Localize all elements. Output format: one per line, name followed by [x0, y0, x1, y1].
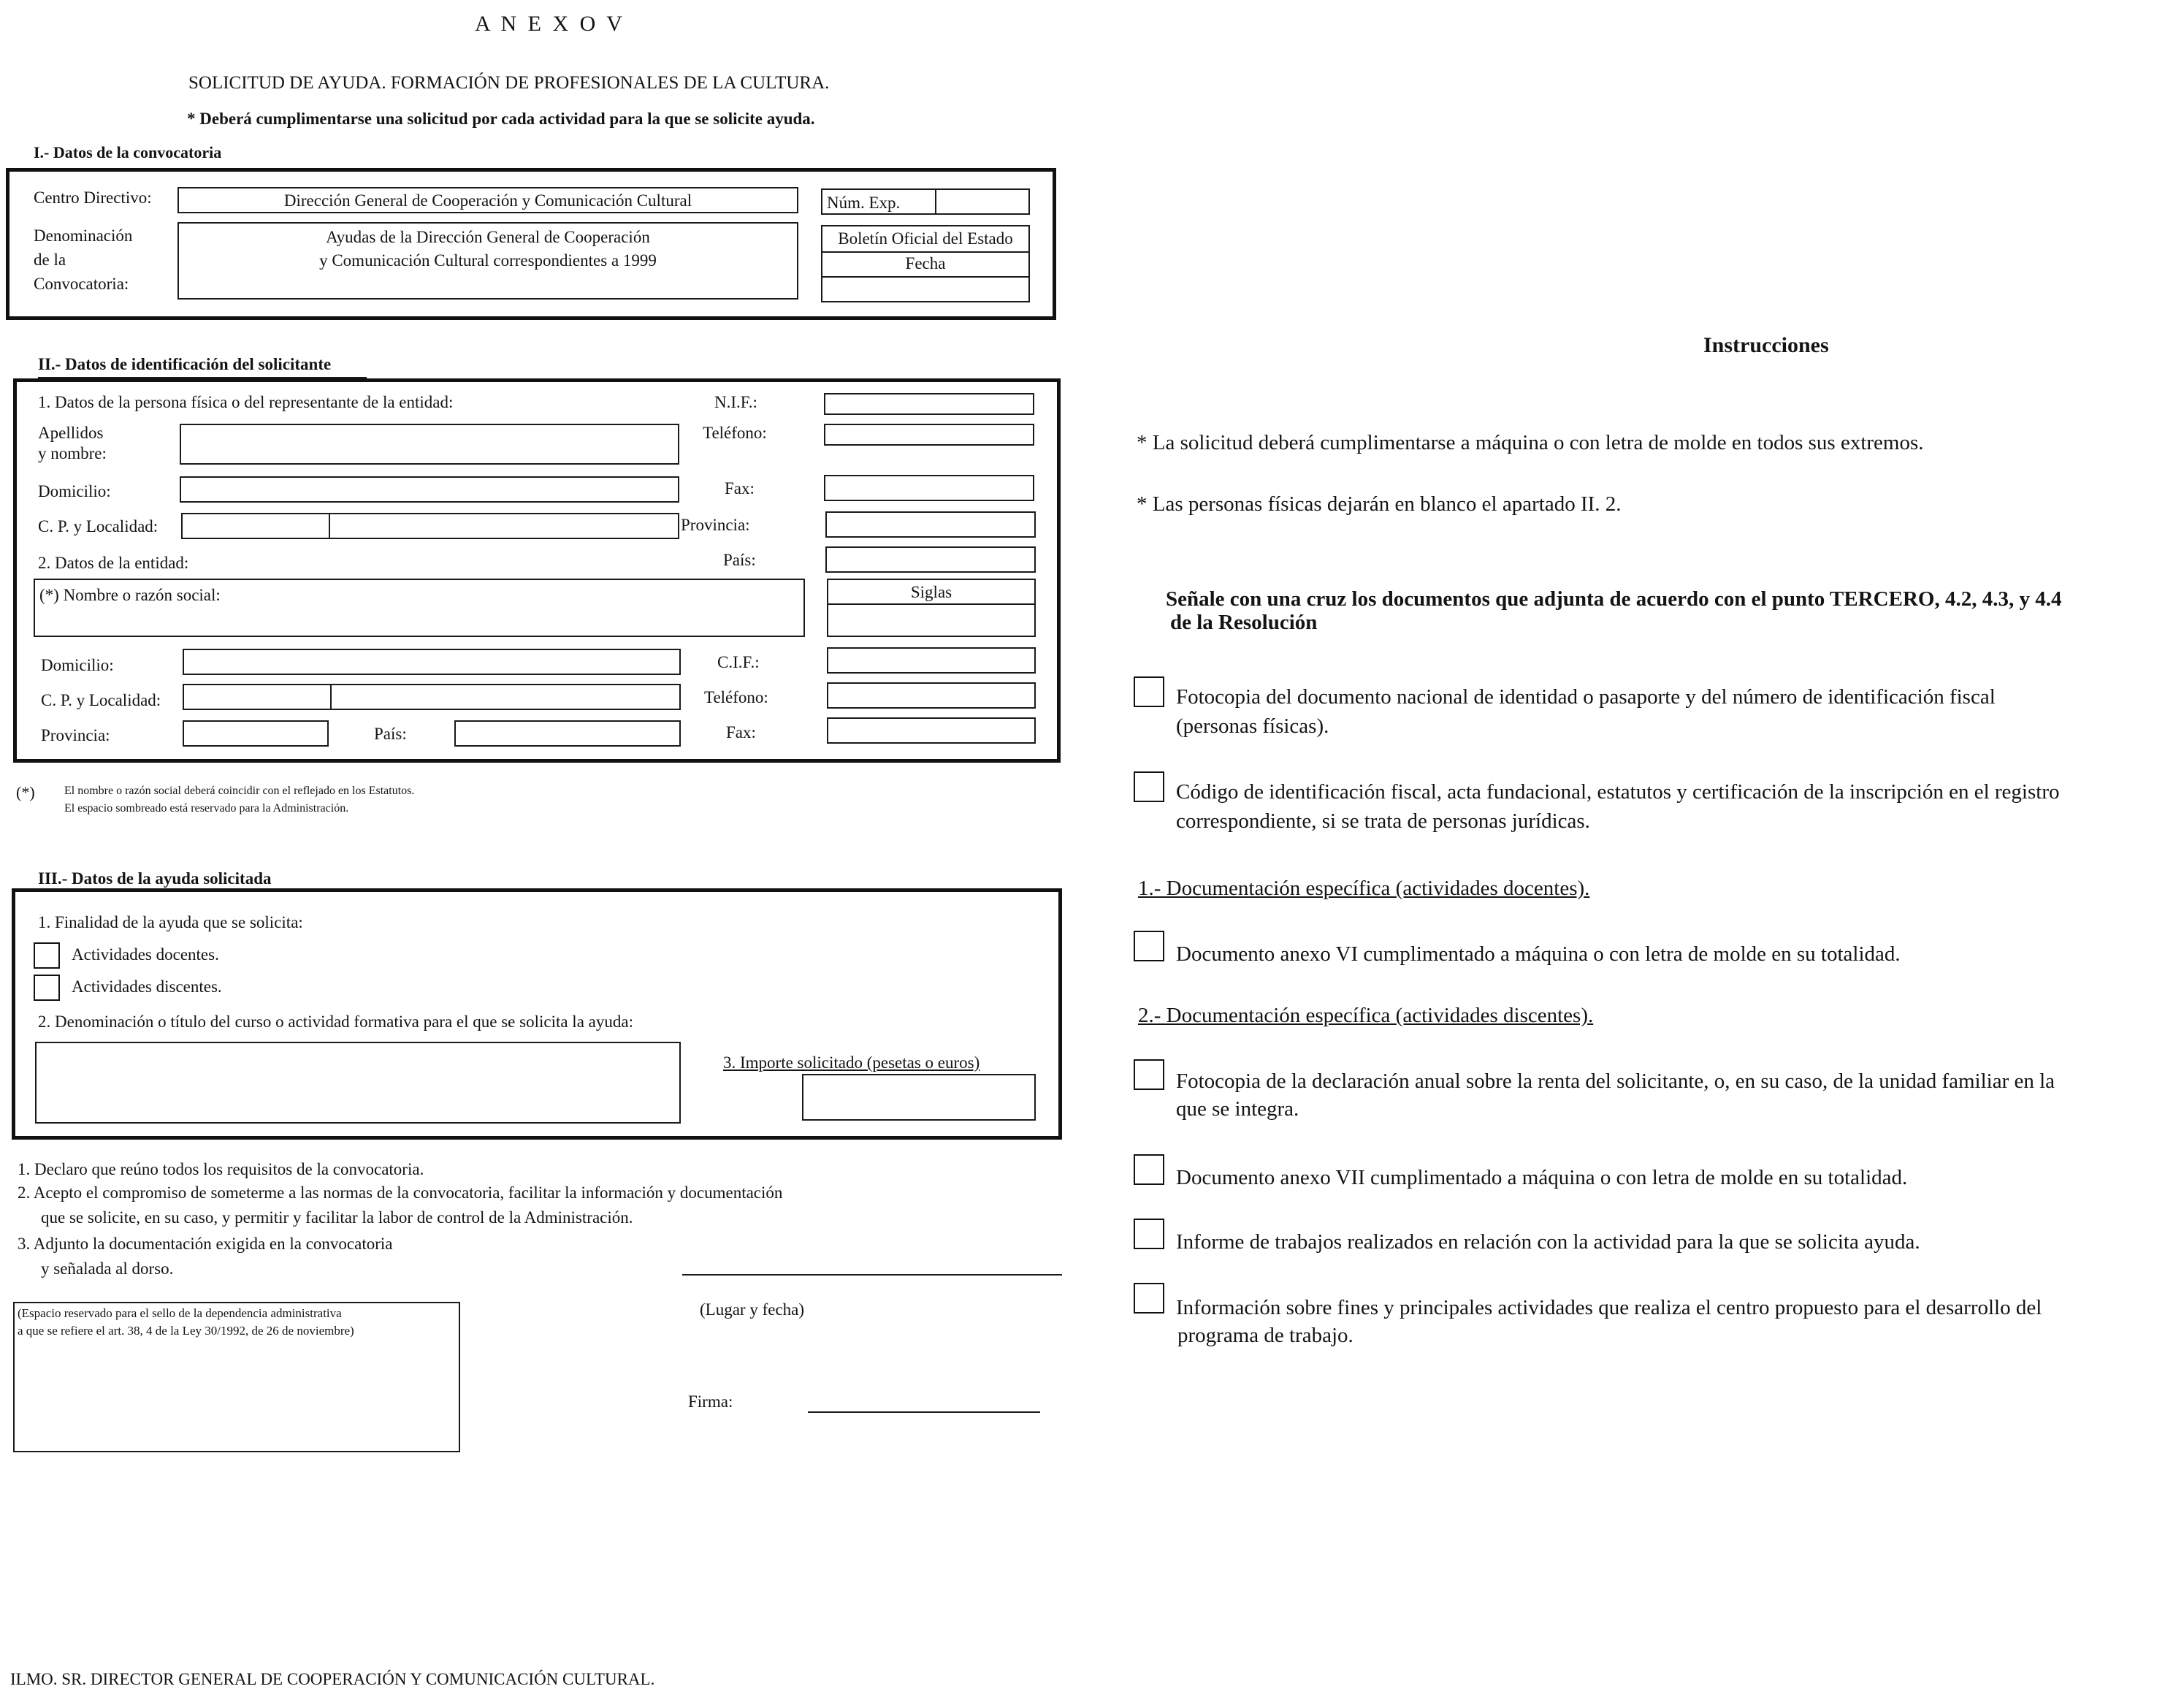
pais-field[interactable]: [825, 546, 1036, 573]
telefono-field[interactable]: [824, 424, 1034, 446]
apellidos-label-2: y nombre:: [38, 444, 107, 462]
footnote-mark: (*): [16, 783, 35, 801]
fax-field[interactable]: [824, 475, 1034, 501]
cif-label: C.I.F.:: [717, 653, 760, 671]
provincia2-field[interactable]: [183, 720, 329, 747]
section3-heading: III.- Datos de la ayuda solicitada: [38, 869, 272, 888]
provincia2-label: Provincia:: [41, 726, 110, 744]
denom-label-2: de la: [34, 251, 66, 269]
boe-label: Boletín Oficial del Estado: [838, 229, 1013, 248]
centro-field[interactable]: [177, 187, 798, 213]
doc1-line2: (personas físicas).: [1176, 714, 1329, 738]
provincia-field[interactable]: [825, 511, 1036, 538]
declaration-2b: que se solicite, en su caso, y permitir y facilitar la labor de control de la Administración.: [41, 1208, 633, 1227]
stamp-box: [13, 1302, 460, 1452]
section2-heading: II.- Datos de identificación del solicitante: [38, 355, 332, 373]
cp-localidad-label: C. P. y Localidad:: [38, 517, 159, 535]
senale-line2: de la Resolución: [1170, 611, 1318, 634]
boe-divider-1: [822, 251, 1028, 253]
razon-social-label: (*) Nombre o razón social:: [39, 586, 221, 604]
denom-label-1: Denominación: [34, 226, 133, 245]
section1-heading: I.- Datos de la convocatoria: [34, 143, 222, 161]
instruction-1: * La solicitud deberá cumplimentarse a máquina o con letra de molde en todos sus extremos.: [1137, 431, 1924, 454]
cif-field[interactable]: [827, 647, 1036, 674]
denom-value-2: y Comunicación Cultural correspondientes a 1999: [319, 251, 657, 270]
addressee: ILMO. SR. DIRECTOR GENERAL DE COOPERACIÓN Y COMUNICACIÓN CULTURAL.: [10, 1670, 655, 1688]
telefono2-field[interactable]: [827, 682, 1036, 709]
doc7-checkbox[interactable]: [1134, 1283, 1164, 1314]
docentes-label: Actividades docentes.: [72, 945, 219, 964]
denominacion-field[interactable]: [35, 1042, 681, 1124]
form-title: SOLICITUD DE AYUDA. FORMACIÓN DE PROFESIONALES DE LA CULTURA.: [188, 73, 830, 93]
cp-localidad2-label: C. P. y Localidad:: [41, 691, 161, 709]
denom-label-3: Convocatoria:: [34, 275, 129, 293]
razon-social-field[interactable]: [34, 579, 805, 637]
lugar-fecha-label: (Lugar y fecha): [700, 1300, 805, 1319]
domicilio2-label: Domicilio:: [41, 656, 114, 674]
annex-title: A N E X O V: [475, 12, 625, 36]
siglas-box: [827, 579, 1036, 637]
nif-label: N.I.F.:: [714, 393, 757, 411]
doc5-line: Documento anexo VII cumplimentado a máquina o con letra de molde en su totalidad.: [1176, 1166, 1908, 1189]
nif-field[interactable]: [824, 393, 1034, 415]
stamp-line2: a que se refiere el art. 38, 4 de la Ley 30/1992, de 26 de noviembre): [18, 1324, 354, 1338]
doc7-line2: programa de trabajo.: [1177, 1324, 1353, 1347]
doc7-line1: Información sobre fines y principales actividades que realiza el centro propuesto para el desarrollo del: [1176, 1296, 2042, 1319]
doc3-checkbox[interactable]: [1134, 931, 1164, 961]
spec1-heading: 1.- Documentación específica (actividades docentes).: [1138, 877, 1590, 900]
doc6-line: Informe de trabajos realizados en relación con la actividad para la que se solicita ayuda.: [1176, 1230, 1920, 1254]
boe-box: [821, 225, 1030, 302]
lugar-fecha-line[interactable]: [682, 1274, 1062, 1276]
denom-field[interactable]: [177, 222, 798, 300]
doc2-checkbox[interactable]: [1134, 771, 1164, 802]
cp-divider: [329, 514, 330, 538]
declaration-2a: 2. Acepto el compromiso de someterme a las normas de la convocatoria, facilitar la información y documentación: [18, 1183, 783, 1202]
fax-label: Fax:: [725, 479, 755, 497]
sub2-label: 2. Datos de la entidad:: [38, 554, 189, 572]
doc2-line1: Código de identificación fiscal, acta fundacional, estatutos y certificación de la inscripción en el registro: [1176, 780, 2060, 804]
doc4-checkbox[interactable]: [1134, 1059, 1164, 1090]
finalidad-label: 1. Finalidad de la ayuda que se solicita:: [38, 913, 303, 931]
senale-line1: Señale con una cruz los documentos que adjunta de acuerdo con el punto TERCERO, 4.2, 4.3, y 4.4: [1166, 587, 2062, 611]
apellidos-field[interactable]: [180, 424, 679, 465]
doc5-checkbox[interactable]: [1134, 1154, 1164, 1185]
pais2-label: País:: [374, 725, 407, 743]
doc4-line2: que se integra.: [1176, 1097, 1299, 1121]
spec2-heading: 2.- Documentación específica (actividades discentes).: [1138, 1004, 1594, 1027]
centro-value: Dirección General de Cooperación y Comunicación Cultural: [283, 191, 692, 210]
firma-line[interactable]: [808, 1411, 1040, 1413]
docentes-checkbox[interactable]: [34, 942, 60, 969]
footnote-line1: El nombre o razón social deberá coincidir con el reflejado en los Estatutos.: [64, 785, 415, 797]
doc6-checkbox[interactable]: [1134, 1219, 1164, 1249]
doc2-line2: correspondiente, si se trata de personas jurídicas.: [1176, 809, 1590, 833]
stamp-line1: (Espacio reservado para el sello de la dependencia administrativa: [18, 1306, 342, 1320]
importe-field[interactable]: [802, 1074, 1036, 1121]
provincia-inline-label: Provincia:: [681, 516, 750, 534]
instruction-2: * Las personas físicas dejarán en blanco el apartado II. 2.: [1137, 492, 1622, 516]
declaration-1: 1. Declaro que reúno todos los requisitos de la convocatoria.: [18, 1160, 424, 1178]
telefono2-label: Teléfono:: [704, 688, 768, 706]
denom-value-1: Ayudas de la Dirección General de Cooperación: [326, 228, 650, 246]
form-note: * Deberá cumplimentarse una solicitud por cada actividad para la que se solicite ayuda.: [187, 110, 815, 128]
domicilio2-field[interactable]: [183, 649, 681, 675]
doc1-checkbox[interactable]: [1134, 676, 1164, 707]
apellidos-label-1: Apellidos: [38, 424, 104, 442]
siglas-label: Siglas: [910, 583, 952, 601]
fax2-label: Fax:: [726, 723, 756, 741]
num-exp-divider: [935, 190, 936, 213]
footnote-line2: El espacio sombreado está reservado para la Administración.: [64, 802, 349, 815]
fecha-label: Fecha: [905, 254, 946, 272]
fax2-field[interactable]: [827, 717, 1036, 744]
sub1-label: 1. Datos de la persona física o del representante de la entidad:: [38, 393, 454, 411]
boe-divider-2: [822, 276, 1028, 278]
num-exp-label: Núm. Exp.: [827, 194, 901, 212]
discentes-checkbox[interactable]: [34, 975, 60, 1001]
telefono-label: Teléfono:: [703, 424, 767, 442]
doc1-line1: Fotocopia del documento nacional de identidad o pasaporte y del número de identificación fiscal: [1176, 685, 1996, 709]
cp2-divider: [330, 685, 332, 709]
declaration-3a: 3. Adjunto la documentación exigida en la convocatoria: [18, 1235, 393, 1253]
siglas-divider: [828, 603, 1034, 605]
importe-label: 3. Importe solicitado (pesetas o euros): [723, 1053, 980, 1072]
domicilio-label: Domicilio:: [38, 482, 111, 500]
instructions-title: Instrucciones: [1703, 333, 1829, 357]
centro-label: Centro Directivo:: [34, 188, 152, 207]
doc4-line1: Fotocopia de la declaración anual sobre la renta del solicitante, o, en su caso, de la unidad familiar en la: [1176, 1070, 2055, 1093]
cp-localidad2-field[interactable]: [183, 684, 681, 710]
denominacion-label: 2. Denominación o título del curso o actividad formativa para el que se solicita la ayuda:: [38, 1013, 633, 1031]
cp-localidad-field[interactable]: [181, 513, 679, 539]
discentes-label: Actividades discentes.: [72, 977, 222, 996]
pais2-field[interactable]: [454, 720, 681, 747]
num-exp-box: [821, 188, 1030, 215]
doc3-line: Documento anexo VI cumplimentado a máquina o con letra de molde en su totalidad.: [1176, 942, 1901, 966]
pais-label: País:: [723, 551, 756, 569]
domicilio-field[interactable]: [180, 476, 679, 503]
declaration-3b: y señalada al dorso.: [41, 1259, 174, 1278]
firma-label: Firma:: [688, 1392, 733, 1411]
